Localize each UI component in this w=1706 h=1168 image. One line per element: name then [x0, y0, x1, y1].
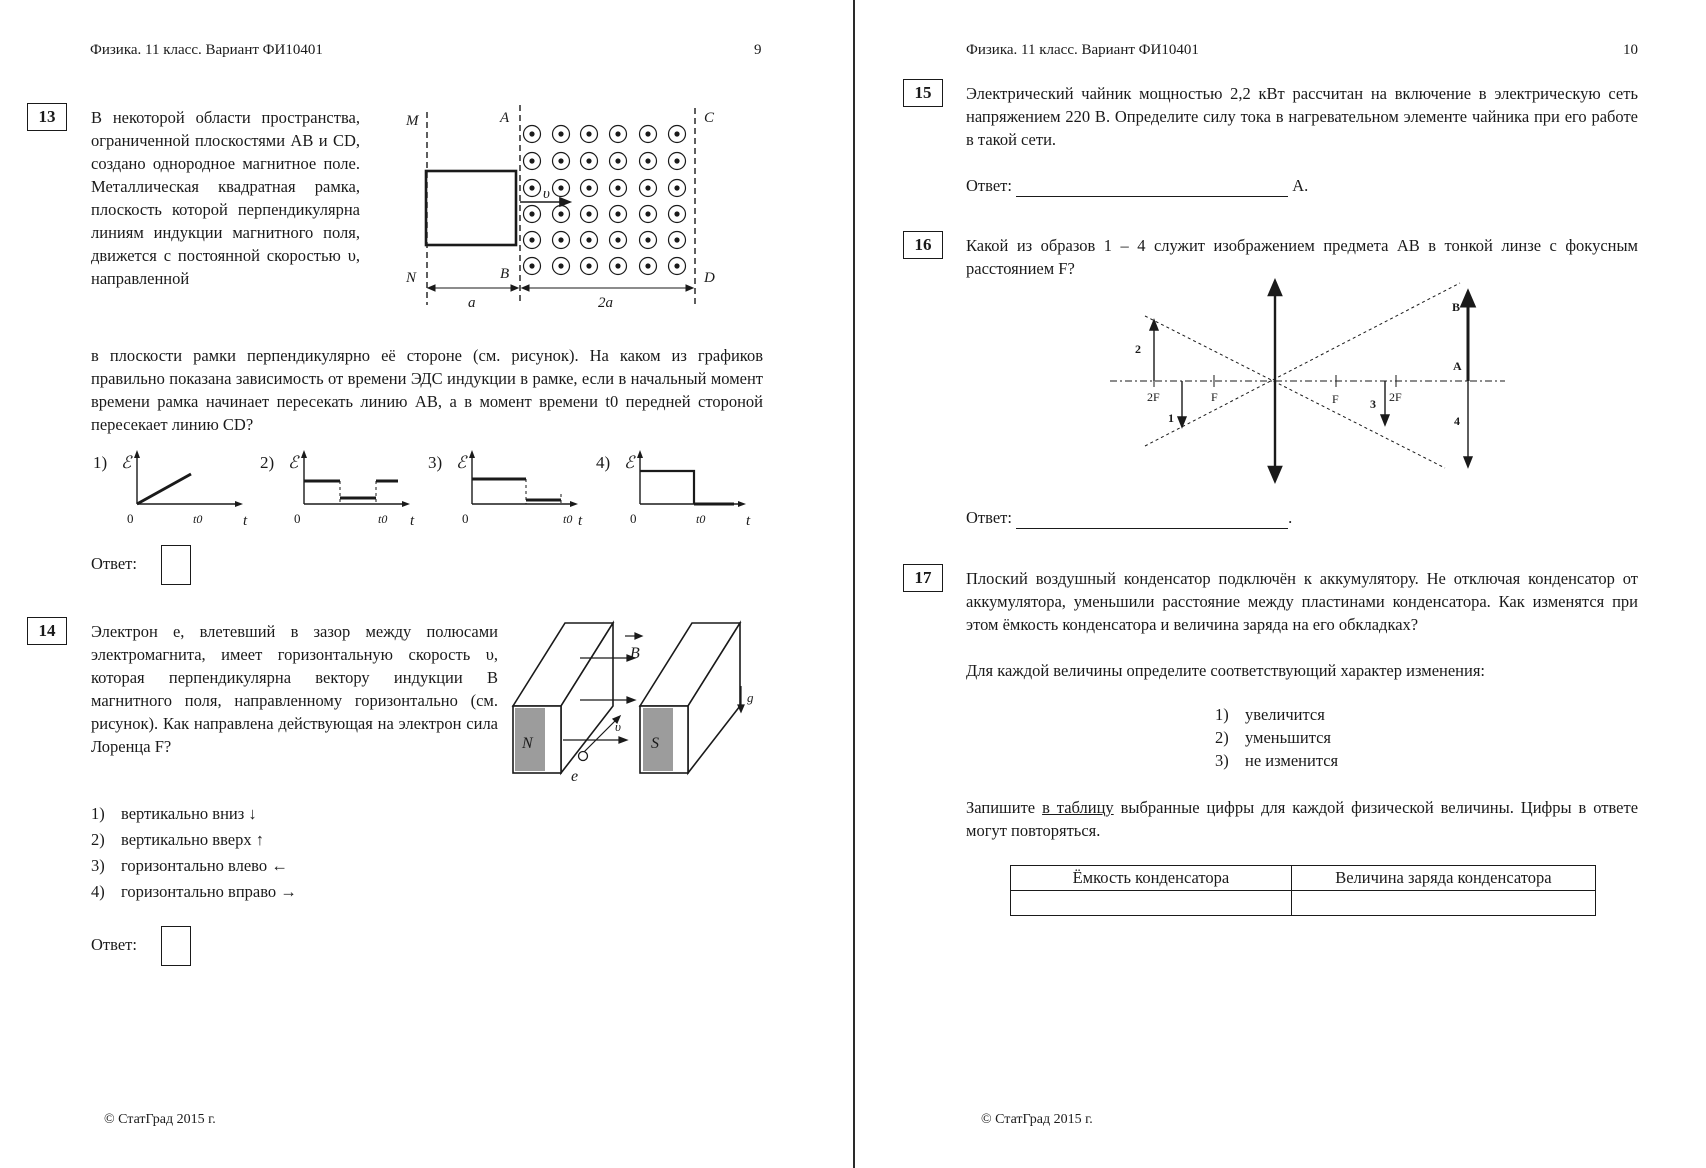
field-dot-center	[645, 185, 650, 190]
lens-top-head	[1269, 281, 1281, 295]
field-dot-center	[645, 131, 650, 136]
x-axis-head	[738, 501, 746, 507]
x-axis-head	[235, 501, 243, 507]
label-pole-s: S	[651, 735, 659, 752]
label-image-1: 1	[1168, 411, 1174, 425]
q17-note-before: Запишите	[966, 798, 1036, 817]
q14-option-4-text: горизонтально вправо →	[121, 882, 297, 901]
q17-note-link: в таблицу	[1042, 798, 1114, 817]
b-vector-head	[635, 633, 642, 639]
g-vector-head	[738, 705, 744, 712]
field-dot-center	[586, 131, 591, 136]
q16-answer-label: Ответ:	[966, 508, 1012, 527]
field-dot-center	[674, 131, 679, 136]
axis-x-label: t	[746, 513, 751, 529]
table-answer-capacity[interactable]	[1011, 891, 1292, 916]
square-frame	[426, 171, 516, 245]
q17-answer-table	[1010, 865, 1596, 916]
q13-graph-2-plot	[258, 446, 418, 536]
q17-note-after: выбранные цифры для каждой физической величины. Цифры в ответе могут повторяться.	[966, 798, 1639, 840]
q15-text: Электрический чайник мощностью 2,2 кВт рассчитан на включение в электрическую сеть напряжением 220 В. Определите силу тока в нагревательном элементе чайника при его работе в такой сети.	[966, 84, 1638, 149]
label-d: D	[704, 270, 715, 286]
field-line-2-head	[627, 697, 635, 703]
y-axis-head	[637, 450, 643, 458]
q17-option-2-text: уменьшится	[1245, 728, 1332, 747]
field-dot-center	[558, 237, 563, 242]
emf-curve	[137, 474, 191, 504]
image-4-head	[1464, 457, 1472, 467]
field-dot-center	[674, 237, 679, 242]
label-2f-left: 2F	[1147, 390, 1160, 404]
q17-option-2-num: 2)	[1215, 728, 1229, 747]
label-c: C	[704, 110, 715, 126]
guide-lines	[340, 481, 376, 504]
t0-label: t0	[696, 512, 706, 526]
q16-answer-line[interactable]	[1016, 508, 1288, 529]
field-dot-center	[558, 158, 563, 163]
q13-graph-4-plot	[594, 446, 754, 536]
label-f-left: F	[1211, 390, 1218, 404]
label-image-4: 4	[1454, 414, 1460, 428]
label-velocity: υ	[615, 719, 621, 734]
question-number-16: 16	[903, 231, 943, 259]
axis-y-label: ℰ	[456, 453, 467, 472]
field-dot-center	[674, 185, 679, 190]
q14-option-3-num: 3)	[91, 856, 105, 875]
label-dim-2a: 2a	[598, 295, 613, 311]
q14-option-3-text: горизонтально влево ←	[121, 856, 288, 875]
page-number: 10	[1623, 42, 1638, 58]
q14-option-1[interactable]	[91, 801, 297, 827]
page-header: Физика. 11 класс. Вариант ФИ10401	[90, 42, 323, 58]
label-electron: e	[571, 768, 579, 785]
q17-options	[1215, 703, 1338, 772]
table-header-row	[1011, 866, 1596, 891]
q15-answer-label: Ответ:	[966, 176, 1012, 195]
q13-text-side: В некоторой области пространства, ограниченной плоскостями AB и CD, создано однородное магнитное поле. Металлическая квадратная рамка, плоскость которой перпендикулярна линиям индукции магнитного поля, движется с постоянной скоростью υ, направленной	[91, 108, 360, 288]
right-page	[855, 0, 1706, 1168]
field-dot-center	[529, 263, 534, 268]
page-footer: © СтатГрад 2015 г.	[981, 1112, 1093, 1127]
y-axis-head	[469, 450, 475, 458]
q17-option-3-text: не изменится	[1245, 751, 1339, 770]
zero-label: 0	[127, 511, 134, 526]
dim-2a-head-left	[522, 285, 529, 291]
label-a: A	[500, 110, 510, 126]
label-image-2: 2	[1135, 342, 1141, 356]
field-dot-center	[674, 158, 679, 163]
field-dot-center	[558, 211, 563, 216]
t0-label: t0	[193, 512, 203, 526]
q17-option-1	[1215, 703, 1338, 726]
q13-answer-box[interactable]	[161, 545, 191, 585]
axis-y-label: ℰ	[121, 453, 132, 472]
field-dot-center	[529, 185, 534, 190]
field-dot-center	[586, 263, 591, 268]
field-dot-center	[645, 158, 650, 163]
question-number-17: 17	[903, 564, 943, 592]
q14-options	[91, 801, 297, 905]
velocity-arrowhead	[560, 198, 570, 206]
axis-y-label: ℰ	[624, 453, 635, 472]
q14-option-2-text: вертикально вверх ↑	[121, 830, 264, 849]
y-axis-head	[301, 450, 307, 458]
field-dot-center	[615, 211, 620, 216]
q14-option-3[interactable]	[91, 853, 297, 879]
axis-x-label: t	[410, 513, 415, 529]
zero-label: 0	[294, 511, 301, 526]
field-dot-center	[529, 131, 534, 136]
q14-option-1-num: 1)	[91, 804, 105, 823]
field-dot-center	[615, 237, 620, 242]
q14-answer-box[interactable]	[161, 926, 191, 966]
emf-curve	[640, 471, 694, 504]
q13-magnetic-field-figure	[400, 100, 730, 320]
q13-text-full: в плоскости рамки перпендикулярно её стороне (см. рисунок). На каком из графиков правильно показана зависимость от времени ЭДС индукции в рамке, если в начальный момент времени рамка начинает пересекать линию AB, а в момент времени t0 передней стороной пересекает линию CD?	[91, 346, 763, 434]
field-line-3-head	[619, 737, 627, 743]
axis-x-label: t	[243, 513, 248, 529]
page-header: Физика. 11 класс. Вариант ФИ10401	[966, 42, 1199, 58]
q14-option-2[interactable]	[91, 827, 297, 853]
field-dot-center	[674, 263, 679, 268]
q17-option-3	[1215, 749, 1338, 772]
graph-label: 1)	[93, 453, 108, 472]
field-dot-center	[615, 185, 620, 190]
q13-graph-4[interactable]	[594, 446, 754, 536]
field-dot-center	[558, 131, 563, 136]
q14-electromagnet-figure	[505, 618, 765, 798]
label-g: g	[747, 690, 754, 705]
q15-answer	[966, 176, 1308, 197]
field-dot-center	[529, 158, 534, 163]
q14-option-4[interactable]	[91, 879, 297, 905]
label-2f-right: 2F	[1389, 390, 1402, 404]
q13-graph-2[interactable]	[258, 446, 418, 536]
field-dot-center	[615, 263, 620, 268]
q14-option-4-num: 4)	[91, 882, 105, 901]
x-axis-head	[570, 501, 578, 507]
q17-option-2	[1215, 726, 1338, 749]
q15-answer-line[interactable]	[1016, 176, 1288, 197]
q13-graph-3[interactable]	[426, 446, 586, 536]
q13-answer	[91, 545, 191, 585]
label-image-3: 3	[1370, 397, 1376, 411]
label-b: B	[500, 266, 510, 282]
field-dot-center	[615, 131, 620, 136]
label-m: M	[406, 113, 419, 129]
q17-note	[966, 796, 1638, 842]
q17-option-1-text: увеличится	[1245, 705, 1325, 724]
zero-label: 0	[630, 511, 637, 526]
label-dim-a: a	[468, 295, 476, 311]
field-dot-center	[586, 158, 591, 163]
field-dot-center	[645, 263, 650, 268]
table-header-charge: Величина заряда конденсатора	[1291, 866, 1595, 891]
dim-2a-head-right	[686, 285, 693, 291]
q14-option-1-text: вертикально вниз ↓	[121, 804, 257, 823]
q13-graph-1-plot	[91, 446, 251, 536]
object-ab-head	[1462, 292, 1474, 306]
q17-text: Плоский воздушный конденсатор подключён к аккумулятору. Не отключая конденсатор от аккумулятора, уменьшили расстояние между пластинами конденсатора. Как изменятся при этом ёмкость конденсатора и величина заряда на его обкладках?	[966, 569, 1638, 634]
ray-2	[1145, 283, 1460, 446]
table-answer-charge[interactable]	[1291, 891, 1595, 916]
axis-y-label: ℰ	[288, 453, 299, 472]
question-number-13: 13	[27, 103, 67, 131]
x-axis-head	[402, 501, 410, 507]
field-dot-center	[558, 185, 563, 190]
field-dot-center	[529, 211, 534, 216]
q16-answer	[966, 508, 1292, 529]
label-a: A	[1453, 359, 1462, 373]
q16-answer-end: .	[1288, 508, 1293, 527]
q14-answer	[91, 926, 191, 966]
field-dot-center	[586, 211, 591, 216]
page-number: 9	[754, 42, 762, 58]
y-axis-head	[134, 450, 140, 458]
field-dot-center	[645, 211, 650, 216]
table-answer-row	[1011, 891, 1596, 916]
q14-option-2-num: 2)	[91, 830, 105, 849]
field-dot-center	[558, 263, 563, 268]
q17-option-3-num: 3)	[1215, 751, 1229, 770]
q13-graph-1[interactable]	[91, 446, 251, 536]
q14-answer-label: Ответ:	[91, 934, 137, 954]
axis-x-label: t	[578, 513, 583, 529]
q14-text: Электрон e, влетевший в зазор между полюсами электромагнита, имеет горизонтальную скорость υ, которая перпендикулярна вектору индукции B магнитного поля, направленному горизонтально (см. рисунок). Как направлена действующая на электрон сила Лоренца F?	[91, 622, 498, 756]
field-dot-center	[645, 237, 650, 242]
question-number-15: 15	[903, 79, 943, 107]
t0-label: t0	[378, 512, 388, 526]
table-header-capacity: Ёмкость конденсатора	[1011, 866, 1292, 891]
q17-instruction: Для каждой величины определите соответствующий характер изменения:	[966, 661, 1486, 680]
field-dot-center	[674, 211, 679, 216]
dim-a-head-left	[428, 285, 435, 291]
graph-label: 4)	[596, 453, 611, 472]
graph-label: 3)	[428, 453, 443, 472]
question-number-14: 14	[27, 617, 67, 645]
t0-label: t0	[563, 512, 573, 526]
q13-graph-3-plot	[426, 446, 586, 536]
field-dot-center	[615, 158, 620, 163]
label-b: B	[630, 645, 640, 662]
q16-lens-figure	[1105, 278, 1515, 488]
label-f-right: F	[1332, 392, 1339, 406]
q13-answer-label: Ответ:	[91, 553, 137, 573]
label-b: B	[1452, 300, 1461, 314]
image-3-head	[1381, 415, 1389, 425]
field-dot-center	[586, 237, 591, 242]
lens-bottom-head	[1269, 467, 1281, 481]
graph-label: 2)	[260, 453, 275, 472]
label-n: N	[406, 270, 417, 286]
label-velocity: υ	[543, 186, 550, 202]
dim-a-head-right	[511, 285, 518, 291]
field-dot-center	[529, 237, 534, 242]
electron-dot	[579, 752, 588, 761]
label-pole-n: N	[522, 735, 533, 752]
q16-text: Какой из образов 1 – 4 служит изображением предмета АВ в тонкой линзе с фокусным расстоянием F?	[966, 236, 1638, 278]
zero-label: 0	[462, 511, 469, 526]
field-dot-center	[586, 185, 591, 190]
page-footer: © СтатГрад 2015 г.	[104, 1112, 216, 1127]
q17-option-1-num: 1)	[1215, 705, 1229, 724]
q15-answer-unit: А.	[1292, 176, 1309, 195]
